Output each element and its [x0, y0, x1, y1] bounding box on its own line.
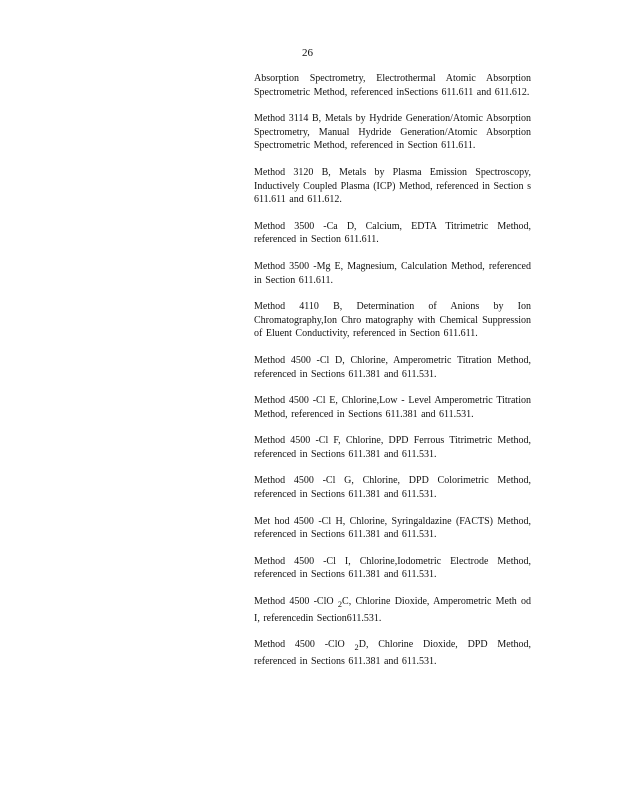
- paragraph-text: D, Chlorine Dioxide, DPD Method, referenced in Sections 611.381 and 611.531.: [254, 639, 532, 667]
- paragraph: Method 3114 B, Metals by Hydride Generation/Atomic Absorption Spectrometry, Manual Hydride Generation/Atomic Absorption Spectrometric Method, referenced in Section 611.611.: [254, 113, 531, 152]
- paragraph: Method 4500 -Cl I, Chlorine,Iodometric Electrode Method, referenced in Sections 611.381 and 611.531.: [254, 555, 531, 581]
- paragraph: Met hod 4500 -Cl H, Chlorine, Syringaldazine (FACTS) Method, referenced in Sections 611.381 and 611.531.: [254, 515, 531, 541]
- paragraph: Method 3120 B, Metals by Plasma Emission Spectroscopy, Inductively Coupled Plasma (ICP) Method, referenced in Section s 611.611 and 611.612.: [254, 166, 531, 206]
- paragraph: [254, 638, 531, 668]
- paragraph: Method 4500 -Cl E, Chlorine,Low - Level Amperometric Titration Method, referenced in Sections 611.381 and 611.531.: [254, 395, 531, 420]
- page-number: 26: [302, 47, 313, 59]
- paragraph: Method 4110 B, Determination of Anions by Ion Chromatography,Ion Chro matography with Chemical Suppression of Eluent Conductivity, referenced in Section 611.611.: [254, 301, 531, 340]
- document-body: [254, 72, 531, 681]
- paragraph: Method 4500 -Cl D, Chlorine, Amperometric Titration Method, referenced in Sections 611.381 and 611.531.: [254, 354, 531, 380]
- paragraph: Method 4500 -Cl G, Chlorine, DPD Colorimetric Method, referenced in Sections 611.381 and 611.531.: [254, 475, 531, 501]
- paragraph: Method 4500 -Cl F, Chlorine, DPD Ferrous Titrimetric Method, referenced in Sections 611.381 and 611.531.: [254, 435, 531, 460]
- subscript: 2: [354, 643, 359, 653]
- paragraph: Absorption Spectrometry, Electrothermal Atomic Absorption Spectrometric Method, referenced inSections 611.611 and 611.612.: [254, 73, 531, 98]
- paragraph-text: Method 4500 -ClO: [254, 596, 338, 608]
- subscript: 2: [337, 600, 343, 610]
- paragraph: Method 3500 -Ca D, Calcium, EDTA Titrimetric Method, referenced in Section 611.611.: [254, 220, 531, 246]
- paragraph-text: Method 4500 -ClO: [254, 639, 355, 651]
- paragraph: Method 3500 -Mg E, Magnesium, Calculation Method, referenced in Section 611.611.: [254, 260, 531, 286]
- paragraph-text: C, Chlorine Dioxide, Amperometric Meth od I, referencedin Section611.531.: [254, 596, 532, 624]
- paragraph: [254, 595, 531, 625]
